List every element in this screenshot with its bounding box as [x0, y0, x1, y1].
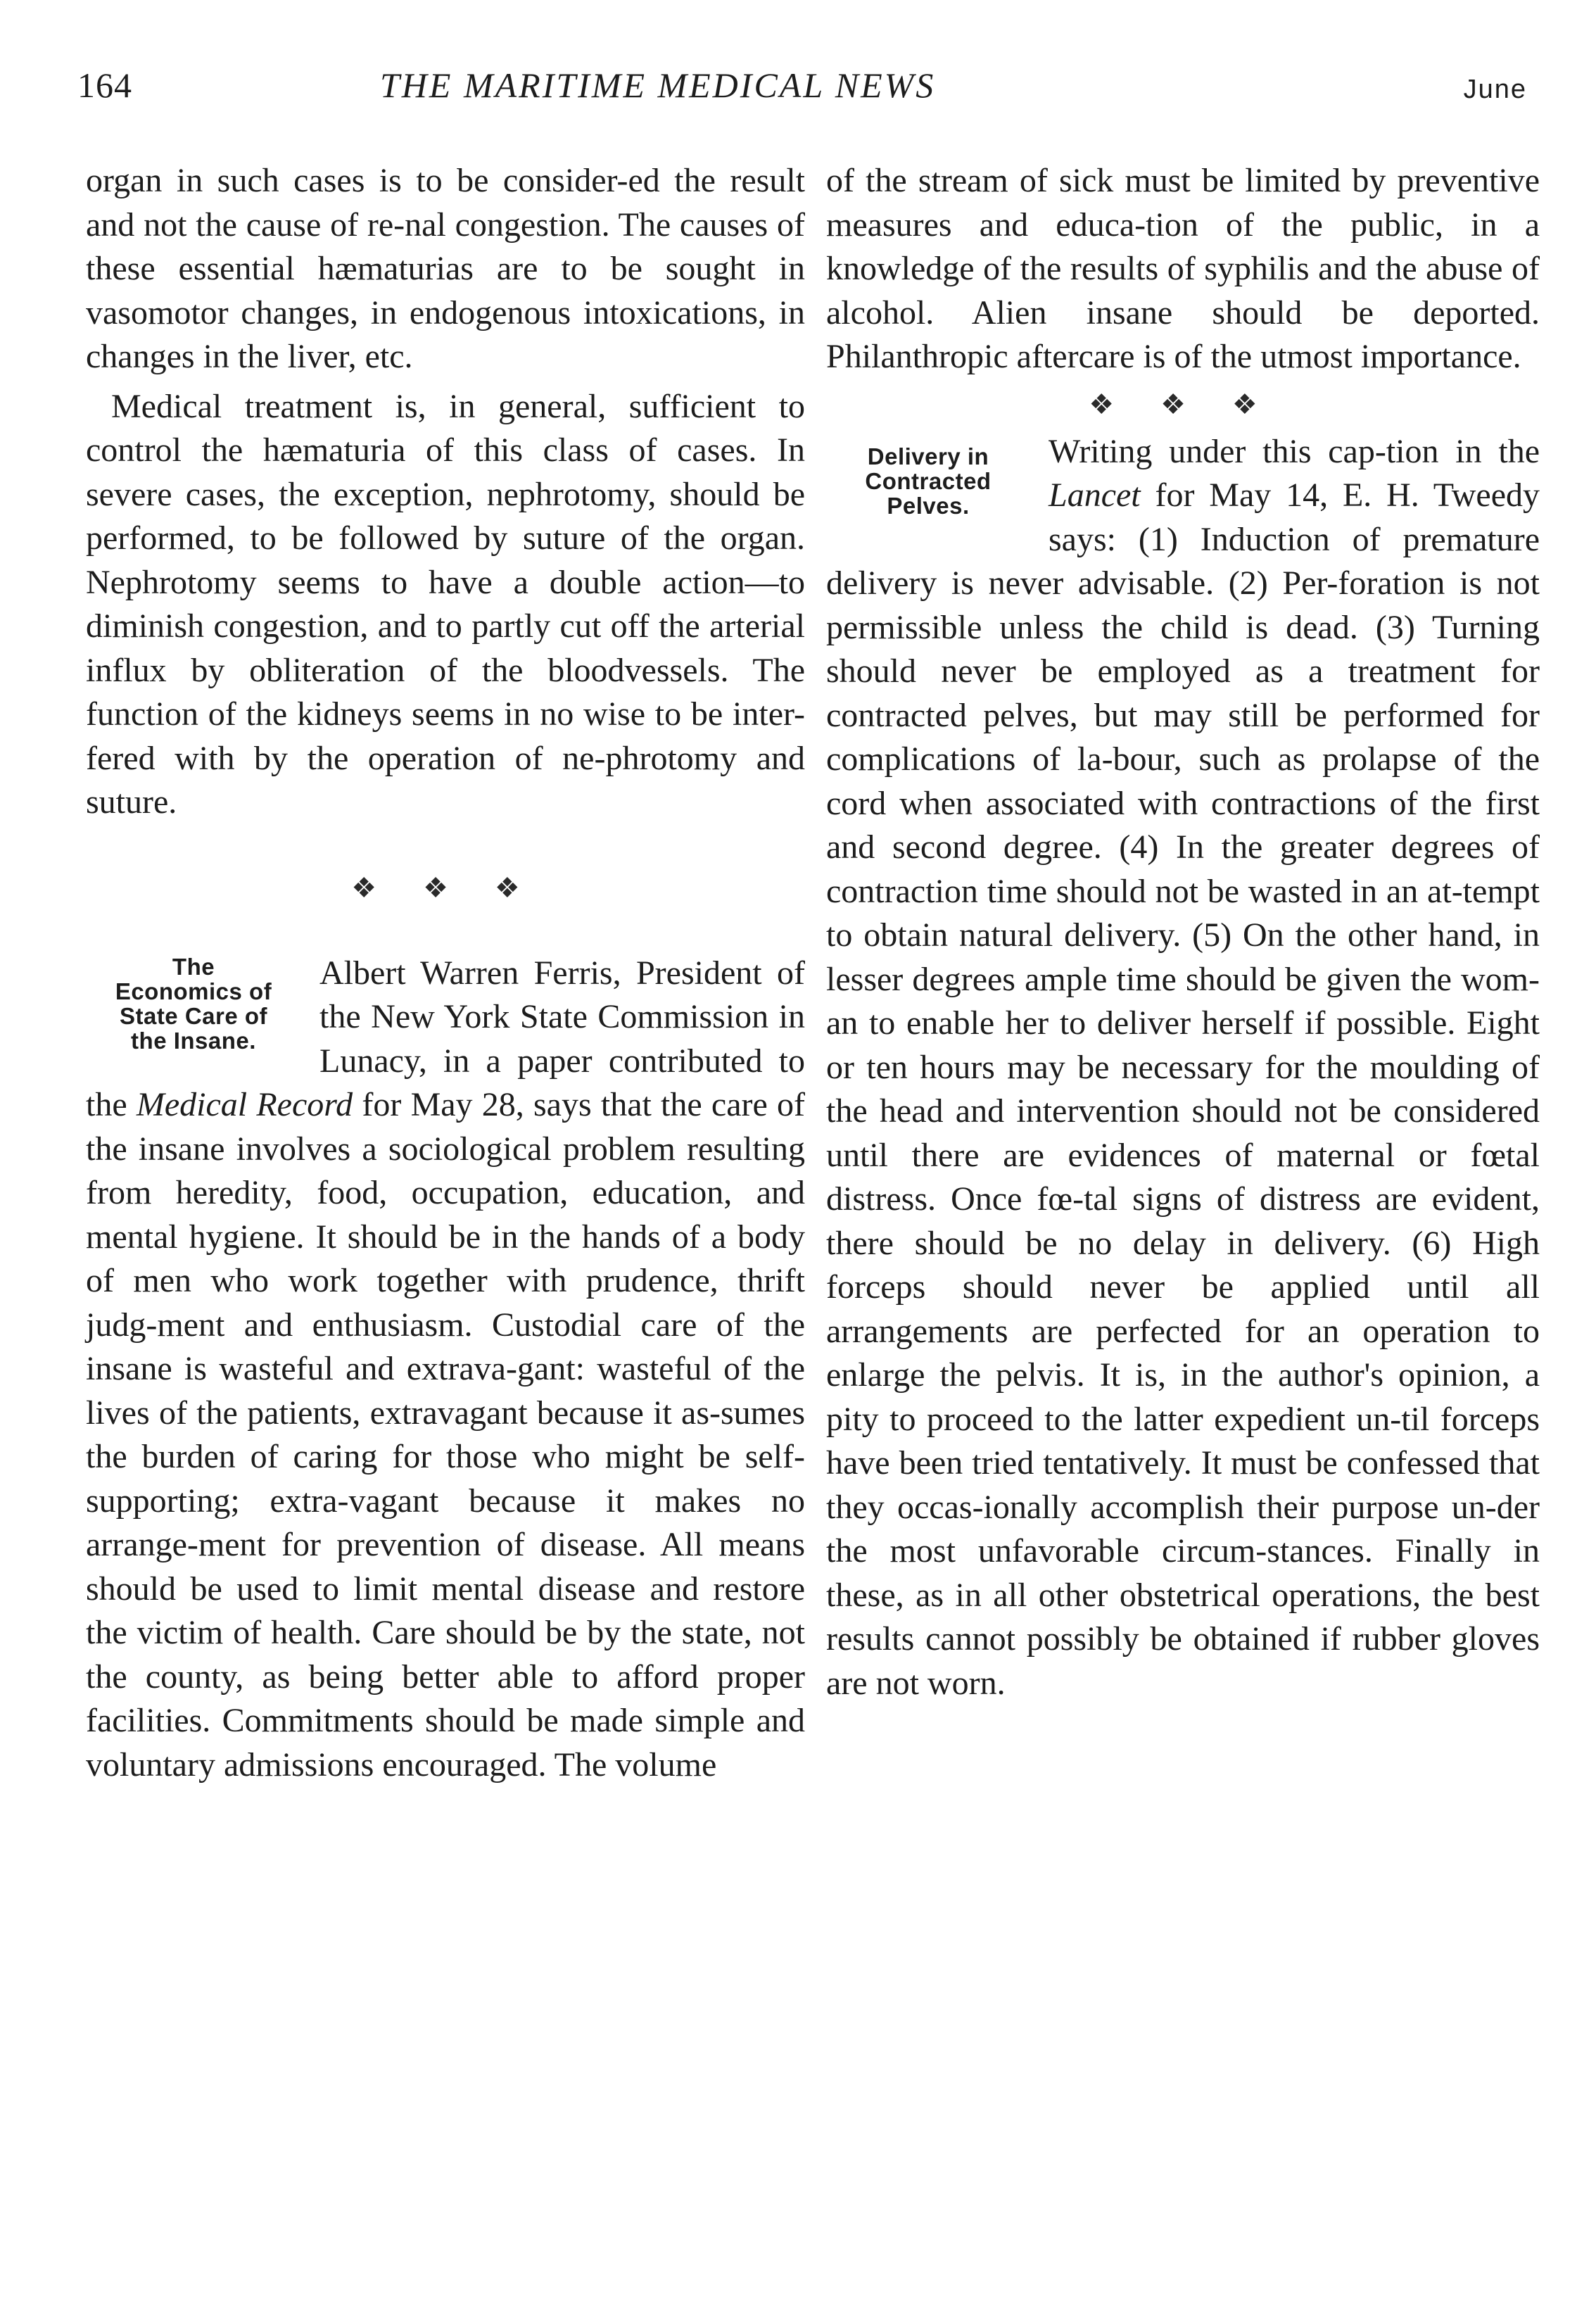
article-body: for May 14, E. H. Tweedy says: (1) Induction of premature delivery is never advisable. (2) Per-foration is not permissible unless the child is dead. (3) Turning should never be employed as a treatment for contracted pelves, but may still be performed for complications of la-bour, such as prolapse of the cord when associated with contractions of the first and second degree. (4) In the greater degrees of contraction time should not be wasted in an at-tempt to obtain natural delivery. (5) On the other hand, in lesser degrees ample time should be given the wom-an to enable her to deliver herself if possible. Eight or ten hours may be necessary for the moulding of the head and intervention should not be considered until there are evidences of maternal or fœtal distress. Once fœ-tal signs of distress are evident, there should be no delay in delivery. (6) High forceps should never be applied until all arrangements are perfected for an operation to enlarge the pelvis. It is, in the author's opinion, a pity to proceed to the latter expedient un-til forceps have been tried tentatively. It must be confessed that they occas-ionally accomplish their purpose un-der the most unfavorable circum-stances. Finally in these, as in all other obstetrical operations, the best results cannot possibly be obtained if rubber gloves are not worn. — [826, 476, 1540, 1702]
article-body: for May 28, says that the care of the insane involves a sociological problem resulting from heredity, food, occupation, education, and mental hygiene. It should be in the hands of a body of men who work together with prudence, thrift judg-ment and enthusiasm. Custodial care of the insane is wasteful and extrava-gant: wasteful of the lives of the patients, extravagant because it as-sumes the burden of caring for those who might be self-supporting; extra-vagant because it makes no arrange-ment for prevention of disease. All means should be used to limit mental disease and restore the victim of health. Care should be by the state, not the county, as being better able to afford proper facilities. Commitments should be made simple and voluntary admissions encouraged. The volume — [86, 1086, 806, 1783]
insane-care-continued: of the stream of sick must be limited by preventive measures and educa-tion of the public, in a knowledge of the results of syphilis and the abuse of alcohol. Alien insane should be deported. Philanthropic aftercare is of the utmost importance. — [826, 162, 1540, 375]
contracted-pelves-article — [826, 430, 1540, 1706]
running-head — [77, 65, 1527, 121]
sidehead-insane-care — [86, 954, 301, 1053]
medical-treatment-paragraph: Medical treatment is, in general, sufficient to control the hæmaturia of this class of cases. In severe cases, the exception, nephrotomy, should be performed, to be followed by suture of the organ. Nephrotomy seems to have a double action—to diminish congestion, and to partly cut off the arterial influx by obliteration of the bloodvessels. The function of the kidneys seems in no wise to be inter-fered with by the operation of ne-phrotomy and suture. — [86, 387, 805, 821]
right-column — [826, 159, 1540, 1705]
sidehead-line: Delivery in — [867, 443, 989, 469]
issue-month: June — [1463, 75, 1527, 104]
page-number: 164 — [77, 65, 132, 105]
journal-reference: Medical Record — [136, 1086, 353, 1123]
sidehead-line: State Care of — [119, 1002, 268, 1029]
journal-title: THE MARITIME MEDICAL NEWS — [380, 65, 936, 105]
article-lead: Writing under this cap-tion in the — [1049, 432, 1540, 470]
sidehead-line: The — [172, 953, 215, 980]
sidehead-line: Pelves. — [887, 492, 970, 519]
section-divider-ornament: ❖ ❖ ❖ — [1089, 388, 1277, 420]
sidehead-line: Contracted — [865, 467, 992, 494]
left-column — [86, 159, 805, 1787]
sidehead-line: Economics of — [115, 978, 272, 1004]
sidehead-line: the Insane. — [131, 1027, 256, 1054]
sidehead-contracted-pelves — [826, 444, 1030, 518]
section-divider-ornament: ❖ ❖ ❖ — [351, 871, 540, 904]
insane-care-article — [86, 952, 805, 1788]
journal-reference: Lancet — [1049, 476, 1141, 514]
article-lead: Albert Warren Ferris, President of the New York State Commission in Lunacy, in a paper contributed to the — [86, 954, 805, 1123]
kidney-paragraph-continued: organ in such cases is to be consider-ed the result and not the cause of re-nal congestion. The causes of these essential hæmaturias are to be sought in vasomotor changes, in endogenous intoxications, in changes in the liver, etc. — [86, 162, 805, 375]
